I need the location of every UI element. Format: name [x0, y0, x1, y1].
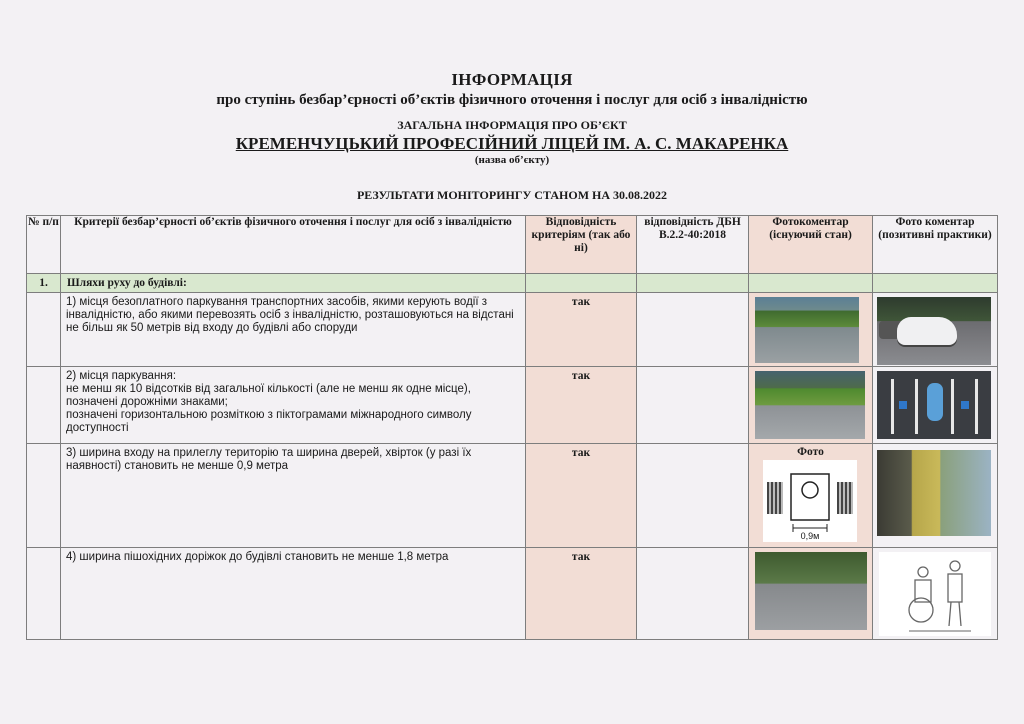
photo-positive-cell	[873, 293, 998, 367]
col-header-photo-positive: Фото коментар (позитивні практики)	[873, 216, 998, 274]
photo-current-cell	[749, 444, 873, 548]
document-subtitle: про ступінь безбар’єрності об’єктів фізичного оточення і послуг для осіб з інвалідністю	[216, 92, 808, 108]
document-title: ІНФОРМАЦІЯ	[451, 70, 573, 89]
criteria-text: 4) ширина пішохідних доріжок до будівлі становить не менше 1,8 метра	[61, 548, 526, 640]
col-header-photo-current: Фотокоментар (існуючий стан)	[749, 216, 873, 274]
dbn-cell	[637, 367, 749, 444]
dbn-cell	[637, 293, 749, 367]
col-header-num: № п/п	[27, 216, 61, 274]
accessible-parking-markings-photo	[877, 371, 991, 439]
parking-area-photo	[755, 371, 865, 439]
col-header-criteria: Критерії безбар’єрності об’єктів фізичного оточення і послуг для осіб з інвалідністю	[61, 216, 526, 274]
monitoring-results-heading: РЕЗУЛЬТАТИ МОНІТОРИНГУ СТАНОМ НА 30.08.2022	[356, 188, 668, 202]
section-number: 1.	[27, 274, 61, 293]
dbn-cell	[637, 548, 749, 640]
compliance-value: так	[526, 548, 637, 640]
photo-label: Фото	[797, 446, 824, 458]
parking-photo	[755, 297, 859, 363]
photo-positive-cell	[873, 444, 998, 548]
criteria-table	[26, 215, 998, 640]
col-header-compliance: Відповідність критеріям (так або ні)	[526, 216, 637, 274]
compliance-value: так	[526, 293, 637, 367]
section-title: Шляхи руху до будівлі:	[61, 274, 526, 293]
photo-positive-cell	[873, 548, 998, 640]
object-name-caption: (назва об’єкту)	[474, 154, 550, 166]
section-row	[27, 274, 998, 293]
compliance-value: так	[526, 367, 637, 444]
wheelchair-user-and-pedestrian-icon	[879, 552, 991, 636]
photo-current-cell	[749, 293, 873, 367]
compliance-value: так	[526, 444, 637, 548]
table-row	[27, 548, 998, 640]
table-header-row	[27, 216, 998, 274]
door-width-diagram	[763, 460, 857, 542]
photo-current-cell	[749, 367, 873, 444]
object-name: КРЕМЕНЧУЦЬКИЙ ПРОФЕСІЙНИЙ ЛІЦЕЙ ІМ. А. С. МАКАРЕНКА	[235, 134, 789, 153]
col-header-dbn: відповідність ДБН В.2.2-40:2018	[637, 216, 749, 274]
dbn-cell	[637, 444, 749, 548]
wide-gate-photo	[877, 450, 991, 536]
table-row	[27, 444, 998, 548]
disabled-parking-car-photo	[877, 297, 991, 365]
criteria-text: 2) місця паркування: не менш як 10 відсотків від загальної кількості (але не менш як одне місце), позначені дорожніми знаками; позначені горизонтальною розміткою з піктограмами міжнародного символу доступності	[61, 367, 526, 444]
footpath-photo	[755, 552, 867, 630]
path-width-diagram	[879, 552, 991, 636]
photo-positive-cell	[873, 367, 998, 444]
dimension-label: 0,9м	[800, 531, 820, 541]
photo-current-cell	[749, 548, 873, 640]
table-row	[27, 367, 998, 444]
criteria-text: 3) ширина входу на прилеглу територію та ширина дверей, хвірток (у разі їх наявності) становить не менше 0,9 метра	[61, 444, 526, 548]
criteria-text: 1) місця безоплатного паркування транспортних засобів, якими керують водії з інвалідністю, або якими перевозять осіб з інвалідністю, розташовуються на відстані не більш як 50 метрів від входу до будівлі або споруди	[61, 293, 526, 367]
general-info-heading: ЗАГАЛЬНА ІНФОРМАЦІЯ ПРО ОБ’ЄКТ	[397, 118, 627, 132]
table-row	[27, 293, 998, 367]
